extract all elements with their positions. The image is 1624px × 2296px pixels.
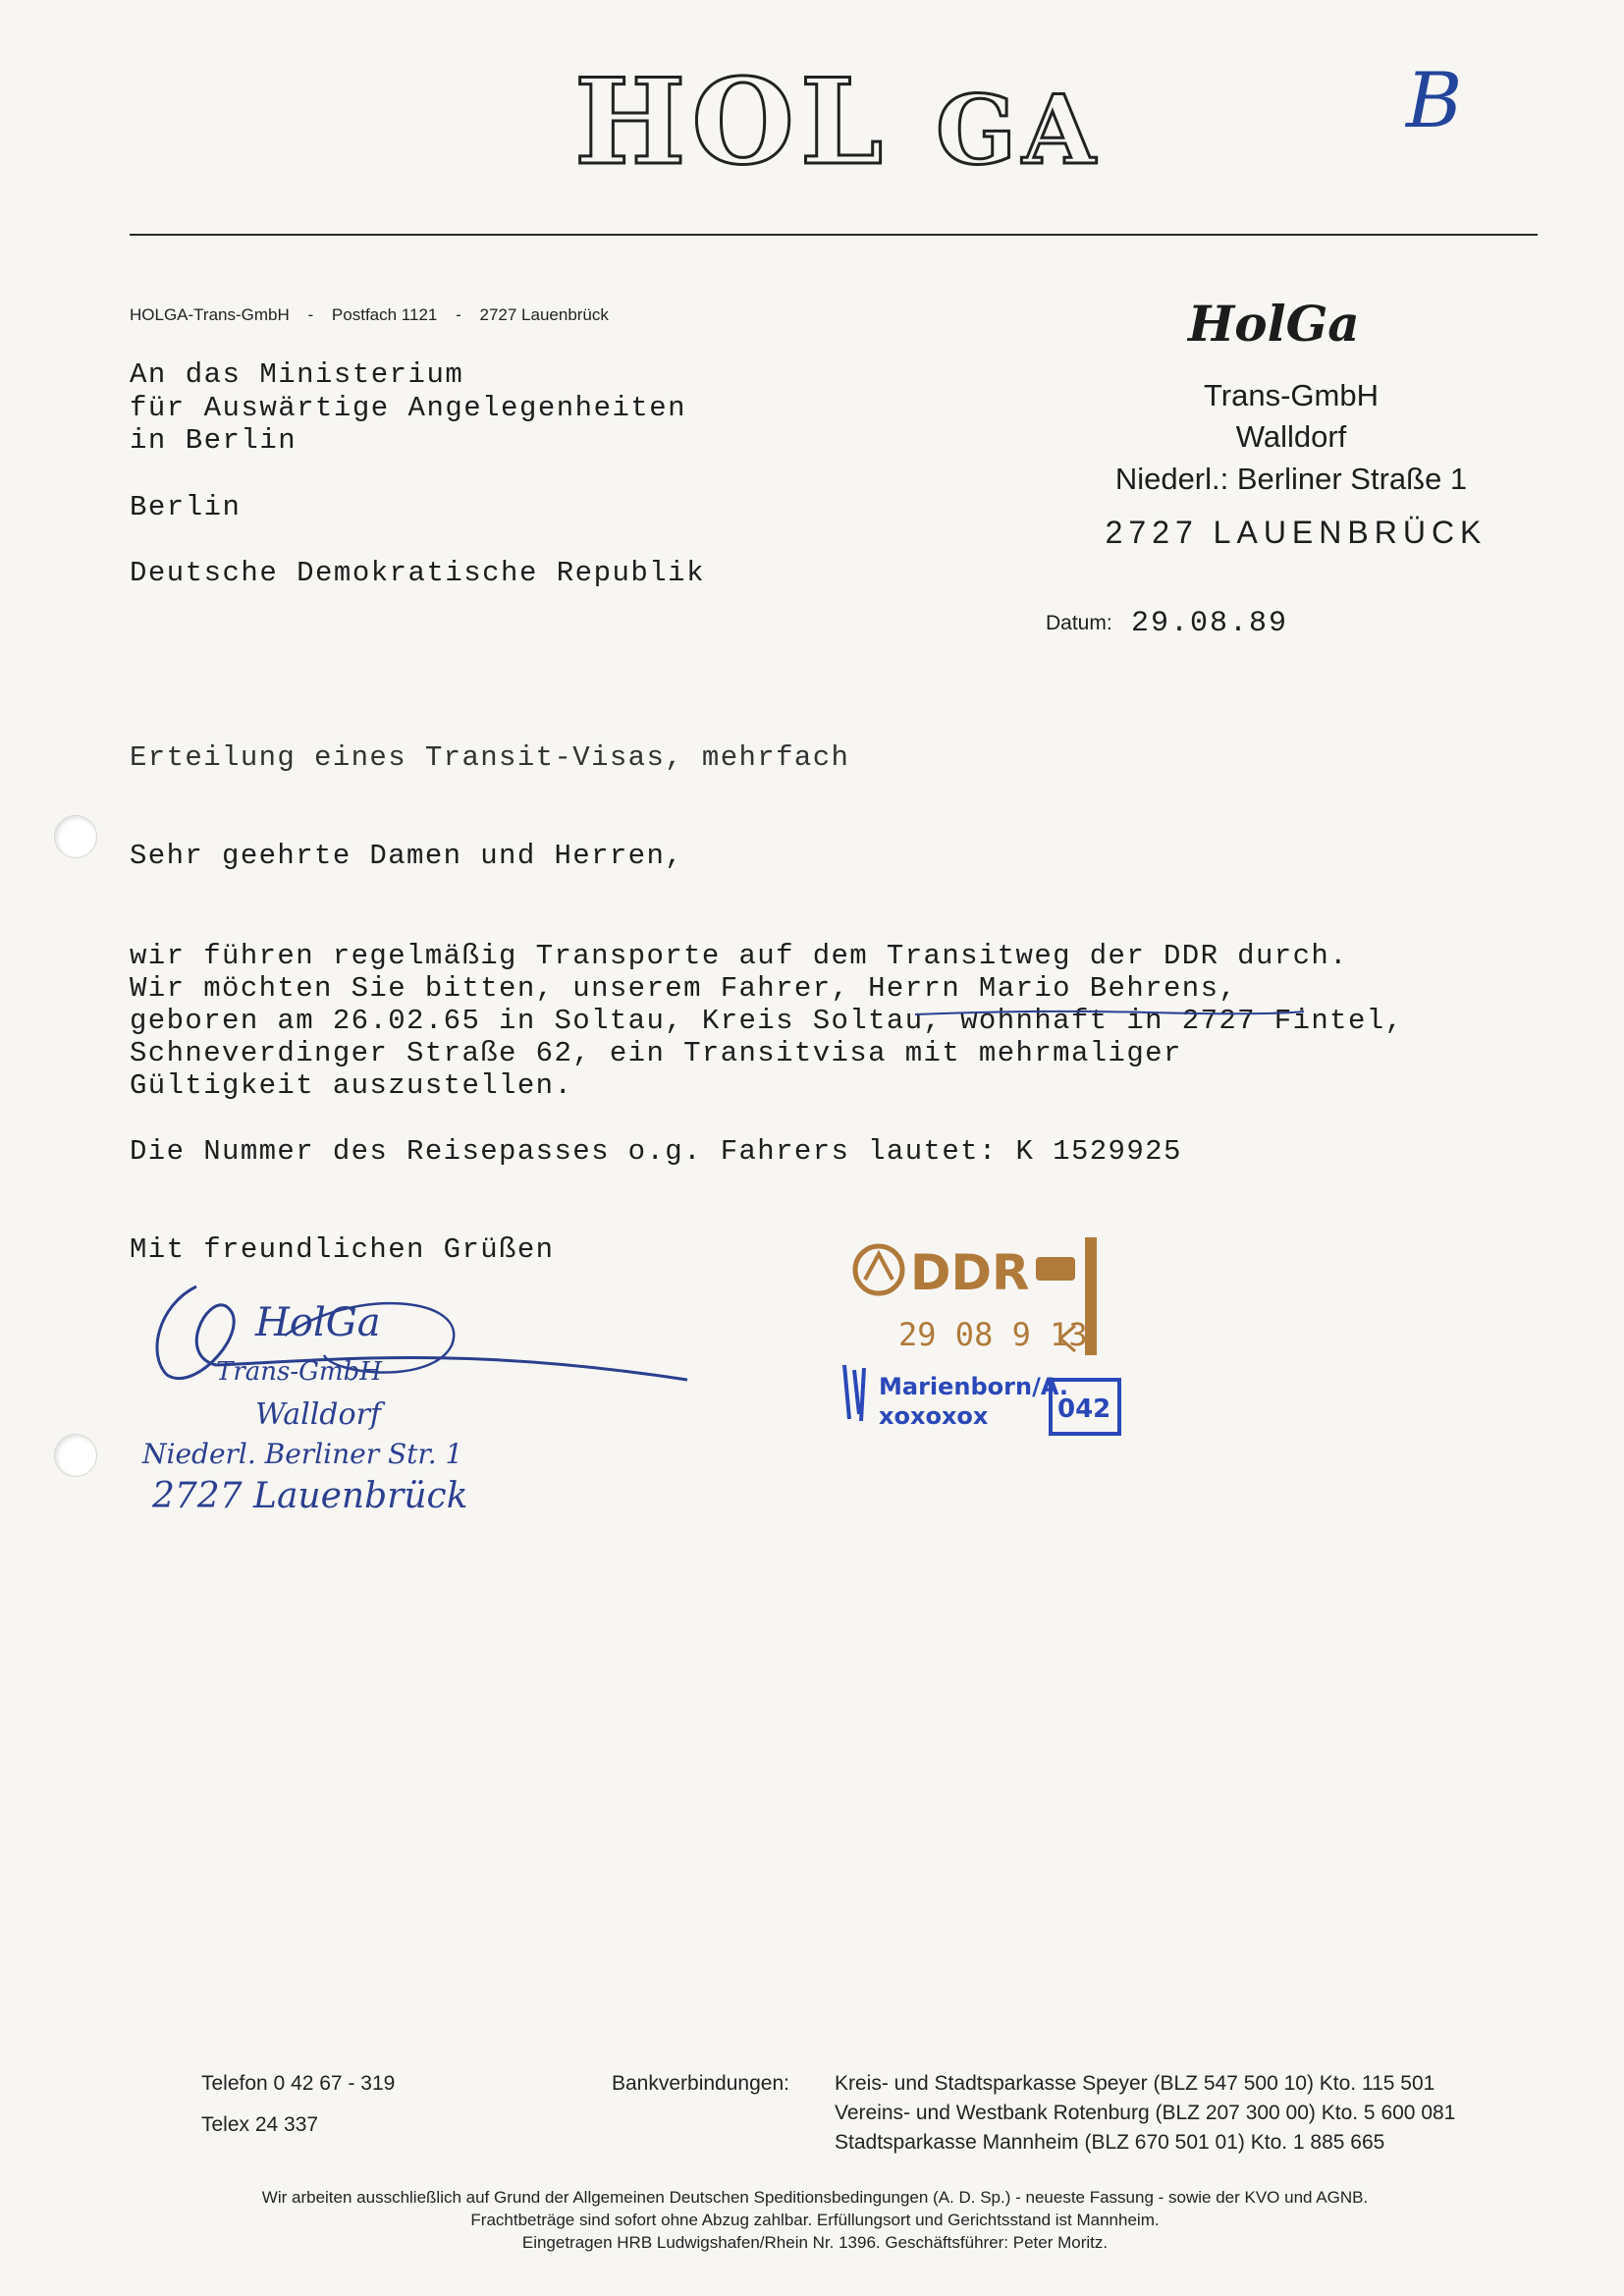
- recipient-city: Berlin: [130, 491, 242, 523]
- footer-legal-line: Frachtbeträge sind sofort ohne Abzug zahlbar. Erfüllungsort und Gerichtsstand ist Mannheim.: [470, 2211, 1160, 2229]
- date-value: 29.08.89: [1131, 607, 1289, 640]
- company-zip-city: 2727 LAUENBRÜCK: [1105, 515, 1488, 550]
- footer-telex: Telex 24 337: [201, 2113, 319, 2136]
- ddr-transit-stamp: [839, 1232, 1134, 1444]
- footer-bank-label: Bankverbindungen:: [612, 2072, 789, 2095]
- footer-legal-line: Eingetragen HRB Ludwigshafen/Rhein Nr. 1396. Geschäftsführer: Peter Moritz.: [521, 2233, 1109, 2252]
- logo-part-1: HOL: [574, 53, 890, 191]
- signature-stamp: [137, 1267, 707, 1522]
- header-divider: [130, 234, 1538, 236]
- company-type: Trans-GmbH: [1204, 378, 1379, 412]
- punch-hole: [54, 1434, 97, 1477]
- body-line-4: Schneverdinger Straße 62, ein Transitvisa mit mehrmaliger: [130, 1037, 1182, 1069]
- stamp-pattern: xoxoxox: [879, 1402, 989, 1430]
- footer-bank-line: Stadtsparkasse Mannheim (BLZ 670 501 01) Kto. 1 885 665: [835, 2131, 1385, 2154]
- truck-icon: [1036, 1257, 1075, 1281]
- name-underline: [913, 1007, 1306, 1018]
- recipient-country: Deutsche Demokratische Republik: [130, 557, 705, 589]
- stamp-number: 042: [1057, 1394, 1111, 1424]
- company-city: Walldorf: [1235, 419, 1347, 454]
- recipient-line-3: in Berlin: [130, 424, 298, 457]
- stamp-country: DDR: [910, 1244, 1030, 1301]
- passport-line: Die Nummer des Reisepasses o.g. Fahrers lautet: K 1529925: [130, 1135, 1182, 1168]
- salutation: Sehr geehrte Damen und Herren,: [130, 840, 684, 872]
- footer-bank-line: Kreis- und Stadtsparkasse Speyer (BLZ 547 500 10) Kto. 115 501: [835, 2072, 1435, 2095]
- punch-hole: [54, 815, 97, 858]
- recipient-line-1: An das Ministerium: [130, 358, 464, 391]
- sender-separator: -: [456, 305, 461, 324]
- footer-telefon: Telefon 0 42 67 - 319: [201, 2072, 396, 2095]
- company-branch-address: Niederl.: Berliner Straße 1: [1114, 462, 1468, 496]
- closing: Mit freundlichen Grüßen: [130, 1233, 555, 1266]
- company-logo: [574, 53, 1105, 191]
- footer-bank-line: Vereins- und Westbank Rotenburg (BLZ 207 300 00) Kto. 5 600 081: [835, 2102, 1456, 2124]
- sender-city: 2727 Lauenbrück: [479, 305, 609, 324]
- signature-text-5: 2727 Lauenbrück: [152, 1476, 468, 1516]
- recipient-line-2: für Auswärtige Angelegenheiten: [130, 392, 687, 424]
- signature-text-1: HolGa: [255, 1300, 381, 1345]
- signature-text-4: Niederl. Berliner Str. 1: [142, 1438, 463, 1470]
- signature-text-2: Trans-GmbH: [216, 1357, 382, 1387]
- stamp-date: 29 08 9 13: [898, 1316, 1088, 1353]
- signature-text-3: Walldorf: [255, 1397, 382, 1432]
- sender-company: HOLGA-Trans-GmbH: [130, 305, 290, 324]
- sender-postbox: Postfach 1121: [331, 305, 438, 324]
- logo-part-2: GA: [936, 75, 1102, 186]
- sender-separator: -: [307, 305, 314, 324]
- body-line-1: wir führen regelmäßig Transporte auf dem Transitweg der DDR durch.: [130, 940, 1348, 972]
- body-line-2: Wir möchten Sie bitten, unserem Fahrer, Herrn Mario Behrens,: [130, 972, 1238, 1005]
- subject-line: Erteilung eines Transit-Visas, mehrfach: [130, 741, 850, 774]
- body-line-5: Gültigkeit auszustellen.: [130, 1069, 573, 1102]
- footer-legal-line: Wir arbeiten ausschließlich auf Grund der Allgemeinen Deutschen Speditionsbedingungen (A. D. Sp.) - neueste Fassung - sowie der KVO und AGNB.: [261, 2188, 1369, 2207]
- body-line-3: geboren am 26.02.65 in Soltau, Kreis Soltau, wohnhaft in 2727 Fintel,: [130, 1005, 1404, 1037]
- handwritten-corner-mark: B: [1406, 57, 1463, 145]
- stamp-emblem-icon: [844, 1365, 864, 1421]
- stamp-place: Marienborn/A.: [879, 1373, 1068, 1400]
- date-label: Datum:: [1046, 612, 1112, 634]
- sender-return-line: [130, 305, 623, 325]
- company-script-name: HolGa: [1188, 295, 1360, 353]
